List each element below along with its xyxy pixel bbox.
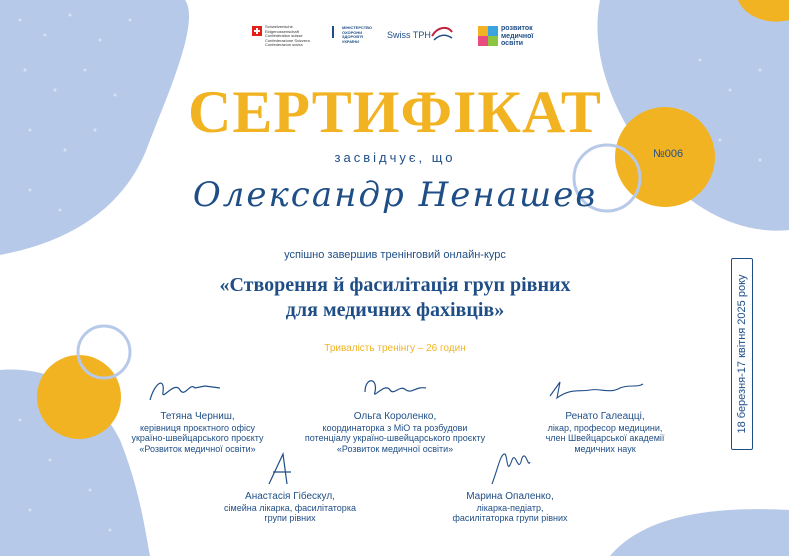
- signatory-role: «Розвиток медичної освіти»: [336, 443, 454, 454]
- course-title-line2: для медичних фахівців»: [285, 299, 505, 321]
- swiss-tph-icon: [430, 22, 454, 46]
- swiss-logo-text: Schweizerische Eidgenossenschaft Confédération suisse Confederazione Svizzera Confederaziun svizra: [265, 24, 310, 48]
- signatory-role: потенціалу україно-швейцарського проєкту: [304, 433, 486, 444]
- signatory-name: Ольга Короленко,: [353, 411, 437, 422]
- swiss-tph-logo: Swiss TPH: [387, 30, 431, 40]
- project-logo-text: розвиток медичної освіти: [501, 25, 534, 47]
- signatory-role: координаторка з МіО та розбудови: [322, 422, 468, 433]
- certificate-title: СЕРТИФІКАТ: [188, 79, 602, 145]
- signatory-1: [100, 412, 295, 454]
- signatory-name: Тетяна Черниш,: [160, 411, 235, 422]
- confirms-text: засвідчує, що: [334, 150, 456, 165]
- signatory-4: [190, 492, 390, 524]
- signatory-2: [300, 412, 490, 454]
- signatory-name: Марина Опаленко,: [466, 491, 554, 502]
- signatory-role: «Розвиток медичної освіти»: [139, 443, 256, 454]
- signature-4: [265, 450, 295, 488]
- signatory-role: фасилітаторка групи рівних: [452, 513, 568, 524]
- signatory-role: лікар, професор медицини,: [547, 422, 663, 433]
- signatory-3: [510, 412, 700, 454]
- signature-2: [360, 372, 430, 402]
- signatory-name: Анастасія Гібескул,: [245, 491, 335, 502]
- trident-icon: [332, 26, 340, 38]
- swiss-flag-icon: [252, 26, 262, 36]
- project-logo-icon: [478, 26, 498, 46]
- partner-logos: [252, 22, 552, 58]
- signatory-role: україно-швейцарського проєкту: [131, 433, 264, 444]
- signatory-role: сімейна лікарка, фасилітаторка: [224, 502, 356, 513]
- dates-box: [731, 258, 753, 450]
- signature-3: [545, 374, 645, 404]
- duration-text: Тривалість тренінгу – 26 годин: [324, 343, 466, 354]
- signatory-name: Ренато Галеацці,: [565, 411, 645, 422]
- signatory-role: член Швейцарської академії: [545, 433, 665, 444]
- signatory-role: групи рівних: [264, 513, 316, 524]
- certificate-number: №006: [653, 148, 684, 160]
- signatory-role: лікарка-педіатр,: [476, 502, 544, 513]
- signature-1: [145, 372, 225, 406]
- course-title: [150, 273, 640, 323]
- signatory-role: керівниця проєктного офісу: [140, 422, 255, 433]
- signatory-role: медичних наук: [574, 443, 636, 454]
- dates-text: 18 березня-17 квітня 2025 року: [736, 274, 748, 434]
- recipient-name: Олександр Ненашев: [192, 175, 598, 215]
- completed-text: успішно завершив тренінговий онлайн-курс: [284, 249, 506, 261]
- signatory-5: [410, 492, 610, 524]
- course-title-line1: «Створення й фасилітація груп рівних: [219, 274, 571, 296]
- ministry-logo-text: МІНІСТЕРСТВО ОХОРОНИ ЗДОРОВ'Я УКРАЇНИ: [342, 25, 373, 44]
- bottom-right-blob: [610, 509, 789, 556]
